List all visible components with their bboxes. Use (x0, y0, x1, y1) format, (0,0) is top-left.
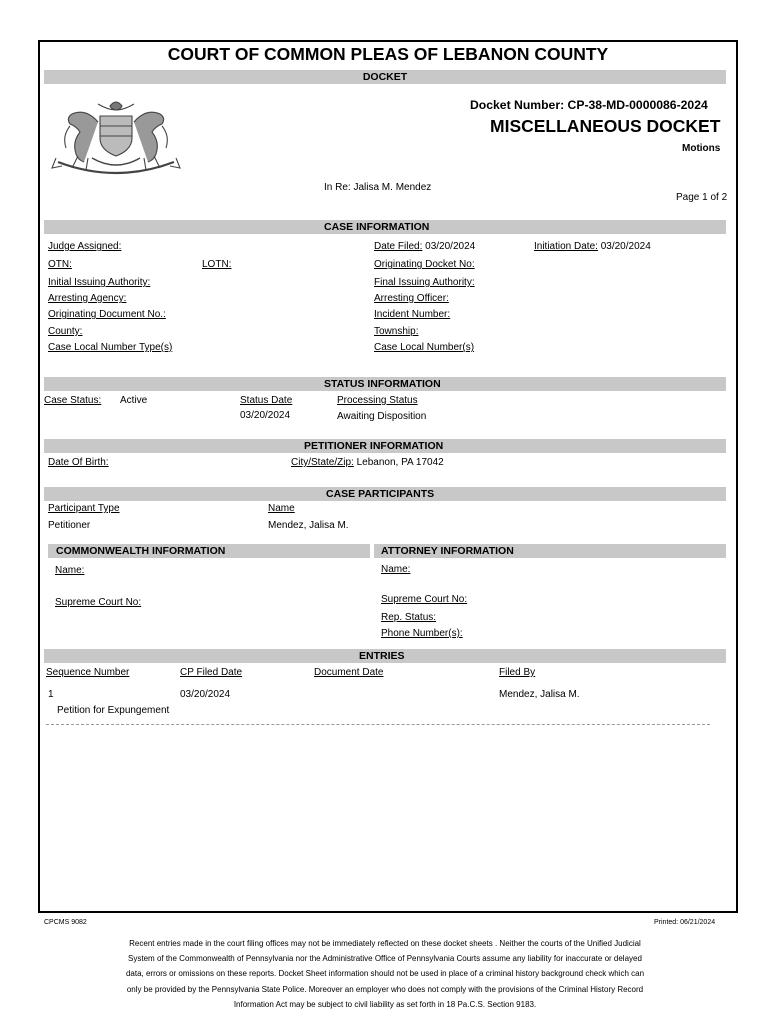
county-label: County: (48, 326, 83, 337)
arresting-agency-label: Arresting Agency: (48, 293, 127, 304)
docket-banner-label: DOCKET (362, 71, 408, 83)
entry-divider (46, 724, 710, 725)
docket-type: MISCELLANEOUS DOCKET (490, 116, 721, 136)
incident-number-label: Incident Number: (374, 309, 451, 320)
entries-seq-header: Sequence Number (46, 667, 130, 678)
participant-type-label: Participant Type (48, 503, 120, 514)
final-authority-label: Final Issuing Authority: (374, 277, 475, 288)
status-info-bar (44, 377, 726, 391)
court-title: COURT OF COMMON PLEAS OF LEBANON COUNTY (167, 44, 609, 64)
city-state-zip-field (291, 457, 444, 468)
disclaimer-line: data, errors or omissions on these reports. Docket Sheet information should not be used in place of a criminal history background check which can (125, 969, 645, 979)
docket-number: Docket Number: CP-38-MD-0000086-2024 (470, 98, 708, 112)
township-label: Township: (374, 326, 419, 337)
docket-banner (44, 70, 726, 84)
disclaimer-line: Information Act may be subject to civil liability as set forth in 18 Pa.C.S. Section 9183. (233, 999, 537, 1009)
case-status-label: Case Status: (44, 395, 102, 406)
printed-date: Printed: 06/21/2024 (654, 919, 716, 926)
initiation-date-field (534, 241, 651, 252)
disclaimer-line: System of the Commonwealth of Pennsylvania nor the Administrative Office of Pennsylvania Courts assume any liability for inaccurate or delayed (128, 954, 642, 964)
in-re-caption: In Re: Jalisa M. Mendez (324, 182, 432, 193)
initial-authority-label: Initial Issuing Authority: (48, 277, 151, 288)
local-number-label: Case Local Number(s) (374, 342, 475, 353)
disclaimer-line: Recent entries made in the court filing offices may not be immediately reflected on these docket sheets . Neither the courts of the Unified Judicial (129, 939, 641, 948)
petitioner-info-bar (44, 439, 726, 453)
phone-numbers-label: Phone Number(s): (381, 628, 463, 639)
participant-name-label: Name (268, 503, 295, 514)
disclaimer (80, 936, 690, 1012)
participants-bar (44, 487, 726, 501)
status-date-label: Status Date (240, 395, 293, 406)
status-info-heading: STATUS INFORMATION (324, 378, 441, 390)
date-filed-label: Date Filed: (374, 241, 423, 252)
date-filed-field (374, 241, 475, 252)
date-filed-value: 03/20/2024 (425, 241, 476, 252)
initiation-date-label: Initiation Date: (534, 241, 598, 252)
attorney-name-label: Name: (381, 564, 411, 575)
city-state-zip-value: Lebanon, PA 17042 (356, 457, 444, 468)
judge-assigned-label: Judge Assigned: (48, 241, 122, 252)
entries-doc-date-header: Document Date (314, 667, 384, 678)
otn-label: OTN: (48, 259, 72, 270)
commonwealth-supreme-label: Supreme Court No: (55, 597, 142, 608)
commonwealth-bar (48, 544, 370, 558)
city-state-zip-label: City/State/Zip: (291, 457, 354, 468)
processing-status-label: Processing Status (337, 395, 418, 406)
entries-bar (44, 649, 726, 663)
case-info-bar (44, 220, 726, 234)
page-number: Page 1 of 2 (676, 192, 728, 203)
entry-filed-by: Mendez, Jalisa M. (499, 689, 580, 700)
attorney-bar (374, 544, 726, 558)
entry-description: Petition for Expungement (57, 705, 170, 716)
participant-type-value: Petitioner (48, 520, 91, 531)
entries-filed-by-header: Filed By (499, 667, 536, 678)
initiation-date-value: 03/20/2024 (600, 241, 651, 252)
petitioner-info-heading: PETITIONER INFORMATION (304, 440, 444, 452)
docket-subtype: Motions (682, 143, 721, 154)
originating-docket-label: Originating Docket No: (374, 259, 475, 270)
attorney-heading: ATTORNEY INFORMATION (381, 545, 514, 557)
case-info-heading: CASE INFORMATION (324, 221, 430, 233)
commonwealth-name-label: Name: (55, 565, 85, 576)
arresting-officer-label: Arresting Officer: (374, 293, 449, 304)
form-id: CPCMS 9082 (44, 919, 87, 926)
processing-status-value: Awaiting Disposition (337, 411, 427, 422)
originating-doc-label: Originating Document No.: (48, 309, 166, 320)
entry-seq: 1 (48, 689, 54, 700)
lotn-label: LOTN: (202, 259, 232, 270)
participant-name-value: Mendez, Jalisa M. (268, 520, 349, 531)
case-status-value: Active (120, 395, 148, 406)
commonwealth-heading: COMMONWEALTH INFORMATION (56, 545, 226, 557)
rep-status-label: Rep. Status: (381, 612, 437, 623)
participants-heading: CASE PARTICIPANTS (326, 488, 435, 500)
entries-cp-filed-header: CP Filed Date (180, 667, 243, 678)
disclaimer-line: only be provided by the Pennsylvania State Police. Moreover an employer who does not comply with the provisions of the Criminal History Record (126, 984, 644, 994)
pennsylvania-seal-icon (48, 92, 184, 178)
dob-label: Date Of Birth: (48, 457, 109, 468)
entries-heading: ENTRIES (359, 650, 405, 662)
entry-cp-filed: 03/20/2024 (180, 689, 231, 700)
local-number-type-label: Case Local Number Type(s) (48, 342, 173, 353)
status-date-value: 03/20/2024 (240, 410, 291, 421)
attorney-supreme-label: Supreme Court No: (381, 594, 468, 605)
